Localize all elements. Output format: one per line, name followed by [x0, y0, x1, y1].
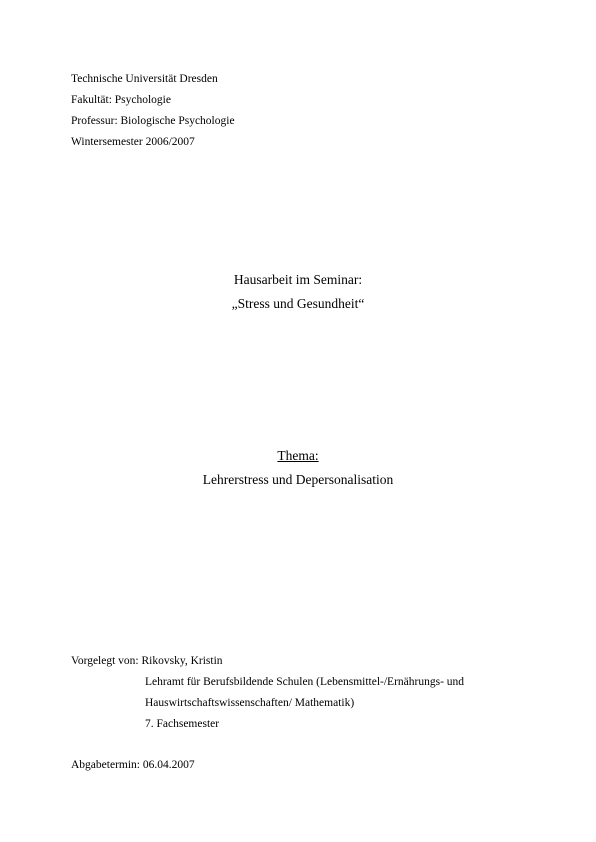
seminar-heading: Hausarbeit im Seminar:: [233, 272, 363, 287]
submitted-by-line: Vorgelegt von: Rikovsky, Kristin: [71, 655, 223, 667]
program-line-1: Lehramt für Berufsbildende Schulen (Lebensmittel-/Ernährungs- und: [145, 676, 465, 688]
faculty-line: Fakultät: Psychologie: [71, 94, 171, 106]
seminar-block: [0, 268, 596, 316]
topic-block: [0, 444, 596, 492]
university-name: Technische Universität Dresden: [71, 73, 218, 85]
program-line-2: Hauswirtschaftswissenschaften/ Mathematik): [145, 697, 355, 709]
semester-line: Wintersemester 2006/2007: [71, 136, 195, 148]
semester-count: 7. Fachsemester: [145, 718, 220, 730]
title-page-header: [71, 69, 235, 153]
seminar-title: „Stress und Gesundheit“: [231, 296, 365, 311]
topic-title: Lehrerstress und Depersonalisation: [202, 472, 394, 487]
submitted-by-block: [71, 651, 571, 735]
chair-line: Professur: Biologische Psychologie: [71, 115, 235, 127]
topic-label: Thema:: [277, 448, 319, 463]
submission-deadline: Abgabetermin: 06.04.2007: [71, 759, 195, 771]
